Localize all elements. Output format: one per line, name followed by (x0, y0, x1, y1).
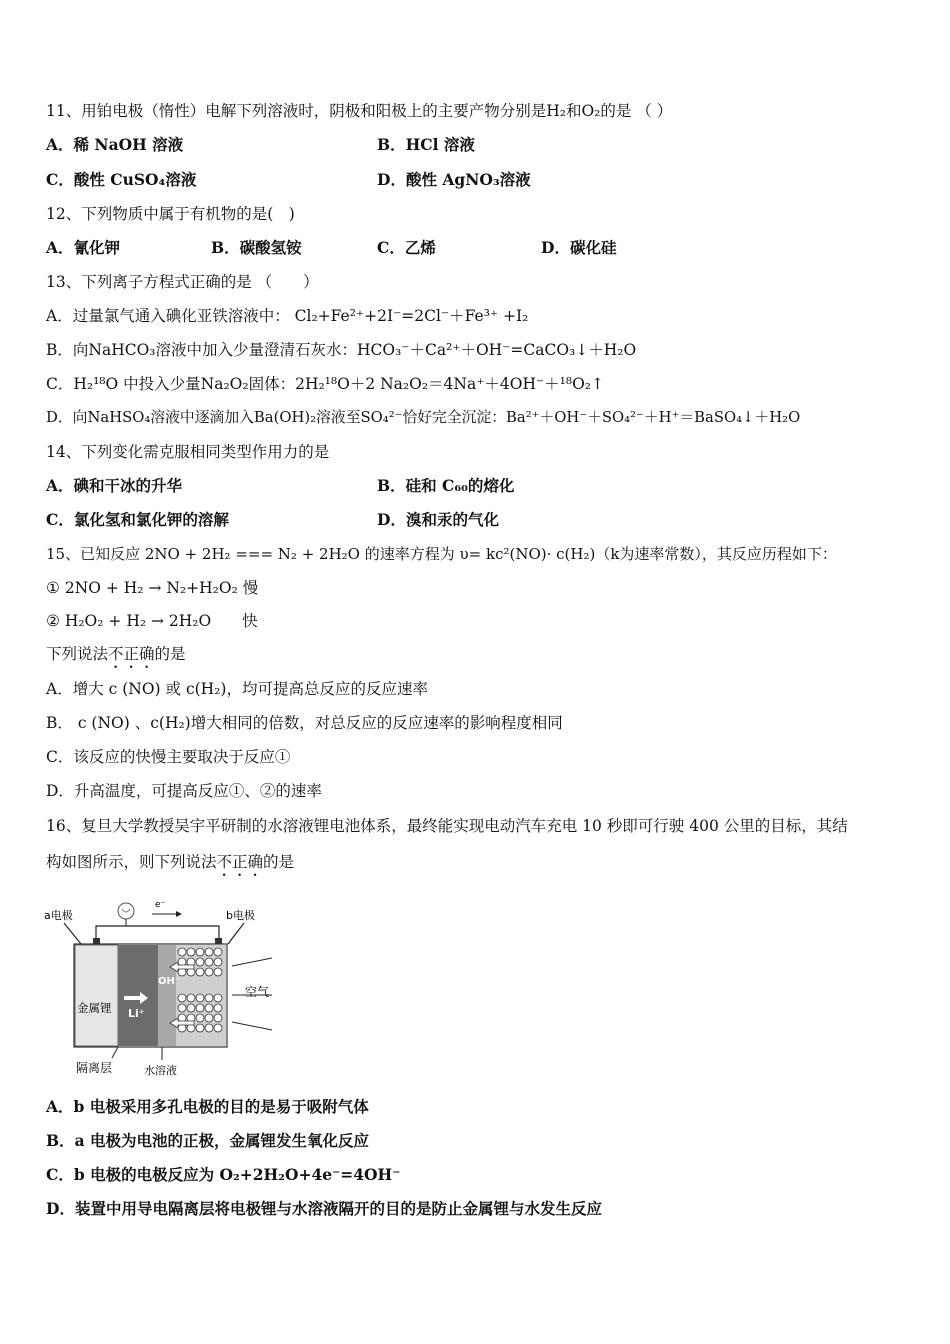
q15-prompt-emphasis: 不正确 (108, 645, 155, 663)
q16-option-a: A．b 电极采用多孔电极的目的是易于吸附气体 (46, 1097, 369, 1116)
q12-option-a: A．氰化钾 (46, 238, 121, 257)
q13-option-b: B．向NaHCO₃溶液中加入少量澄清石灰水：HCO₃⁻＋Ca²⁺＋OH⁻=CaCO₃↓＋H₂O (46, 341, 637, 359)
q15-step-1: ① 2NO + H₂ → N₂+H₂O₂ 慢 (46, 579, 259, 597)
q15-option-c: C．该反应的快慢主要取决于反应① (46, 748, 291, 766)
q15-option-b: B． c (NO) 、c(H₂)增大相同的倍数，对总反应的反应速率的影响程度相同 (46, 714, 563, 732)
q16-stem-pre: 构如图所示，则下列说法 (46, 853, 217, 871)
label-separator: 隔离层 (76, 1061, 113, 1075)
q12-option-d: D．碳化硅 (541, 238, 617, 257)
label-water-solution: 水溶液 (144, 1064, 177, 1077)
q15-prompt-pre: 下列说法 (46, 645, 109, 663)
q13-option-c: C．H₂¹⁸O 中投入少量Na₂O₂固体：2H₂¹⁸O＋2 Na₂O₂＝4Na⁺＋4OH⁻＋¹⁸O₂↑ (46, 375, 604, 393)
battery-diagram (44, 890, 284, 1080)
q12-option-c: C．乙烯 (377, 238, 436, 257)
label-air: 空气 (245, 985, 270, 999)
aqueous-solution (158, 945, 176, 1046)
q13-stem: 13、下列离子方程式正确的是 （ ） (46, 273, 319, 291)
q14-option-d: D．溴和汞的气化 (377, 510, 499, 529)
q15-option-a: A．增大 c (NO) 或 c(H₂)，均可提高总反应的反应速率 (46, 680, 428, 698)
q16-stem-line1: 16、复旦大学教授吴宇平研制的水溶液锂电池体系，最终能实现电动汽车充电 10 秒即可行驶 400 公里的目标，其结 (46, 817, 848, 835)
q15-prompt-post: 的是 (154, 645, 186, 663)
q16-option-c: C．b 电极的电极反应为 O₂+2H₂O+4e⁻=4OH⁻ (46, 1165, 401, 1184)
q16-option-b: B．a 电极为电池的正极，金属锂发生氧化反应 (46, 1131, 370, 1150)
q14-option-b: B．硅和 C₆₀的熔化 (377, 476, 515, 495)
q11-option-c: C．酸性 CuSO₄溶液 (46, 170, 197, 189)
q14-option-c: C．氯化氢和氯化钾的溶解 (46, 510, 229, 529)
label-electron: e⁻ (155, 900, 166, 910)
q12-stem: 12、下列物质中属于有机物的是( ) (46, 205, 295, 223)
q11-option-d: D．酸性 AgNO₃溶液 (377, 170, 531, 189)
q11-option-a: A．稀 NaOH 溶液 (46, 135, 184, 154)
q15-step-2: ② H₂O₂ + H₂ → 2H₂O 快 (46, 612, 258, 630)
label-a-electrode: a电极 (44, 909, 73, 922)
label-b-electrode: b电极 (226, 909, 255, 922)
q15-stem: 15、已知反应 2NO + 2H₂ === N₂ + 2H₂O 的速率方程为 υ= kc²(NO)· c(H₂)（k为速率常数），其反应历程如下： (46, 545, 837, 563)
label-li-ion: Li⁺ (128, 1007, 145, 1020)
q12-option-b: B．碳酸氢铵 (211, 238, 302, 257)
q16-stem-post: 的是 (263, 853, 295, 871)
q15-option-d: D．升高温度，可提高反应①、②的速率 (46, 782, 322, 800)
label-hydroxide: OH⁻ (158, 976, 181, 987)
label-lithium-metal: 金属锂 (77, 1001, 112, 1015)
q13-option-a: A．过量氯气通入碘化亚铁溶液中： Cl₂+Fe²⁺+2I⁻=2Cl⁻＋Fe³⁺ +I₂ (46, 307, 529, 325)
q11-stem: 11、用铂电极（惰性）电解下列溶液时，阴极和阳极上的主要产物分别是H₂和O₂的是 （ ） (46, 102, 673, 120)
q16-stem-line2 (46, 851, 294, 880)
q11-option-b: B．HCl 溶液 (377, 135, 475, 154)
q14-stem: 14、下列变化需克服相同类型作用力的是 (46, 443, 330, 461)
q15-prompt (46, 643, 186, 672)
q13-option-d: D．向NaHSO₄溶液中逐滴加入Ba(OH)₂溶液至SO₄²⁻恰好完全沉淀：Ba²⁺＋OH⁻＋SO₄²⁻＋H⁺＝BaSO₄↓＋H₂O (46, 409, 801, 426)
q16-stem-emphasis: 不正确 (216, 853, 264, 871)
q16-option-d: D．装置中用导电隔离层将电极锂与水溶液隔开的目的是防止金属锂与水发生反应 (46, 1199, 602, 1218)
q14-option-a: A．碘和干冰的升华 (46, 476, 183, 495)
bulb-icon (118, 903, 134, 919)
lithium-metal (75, 945, 118, 1046)
separator-layer (118, 945, 158, 1046)
